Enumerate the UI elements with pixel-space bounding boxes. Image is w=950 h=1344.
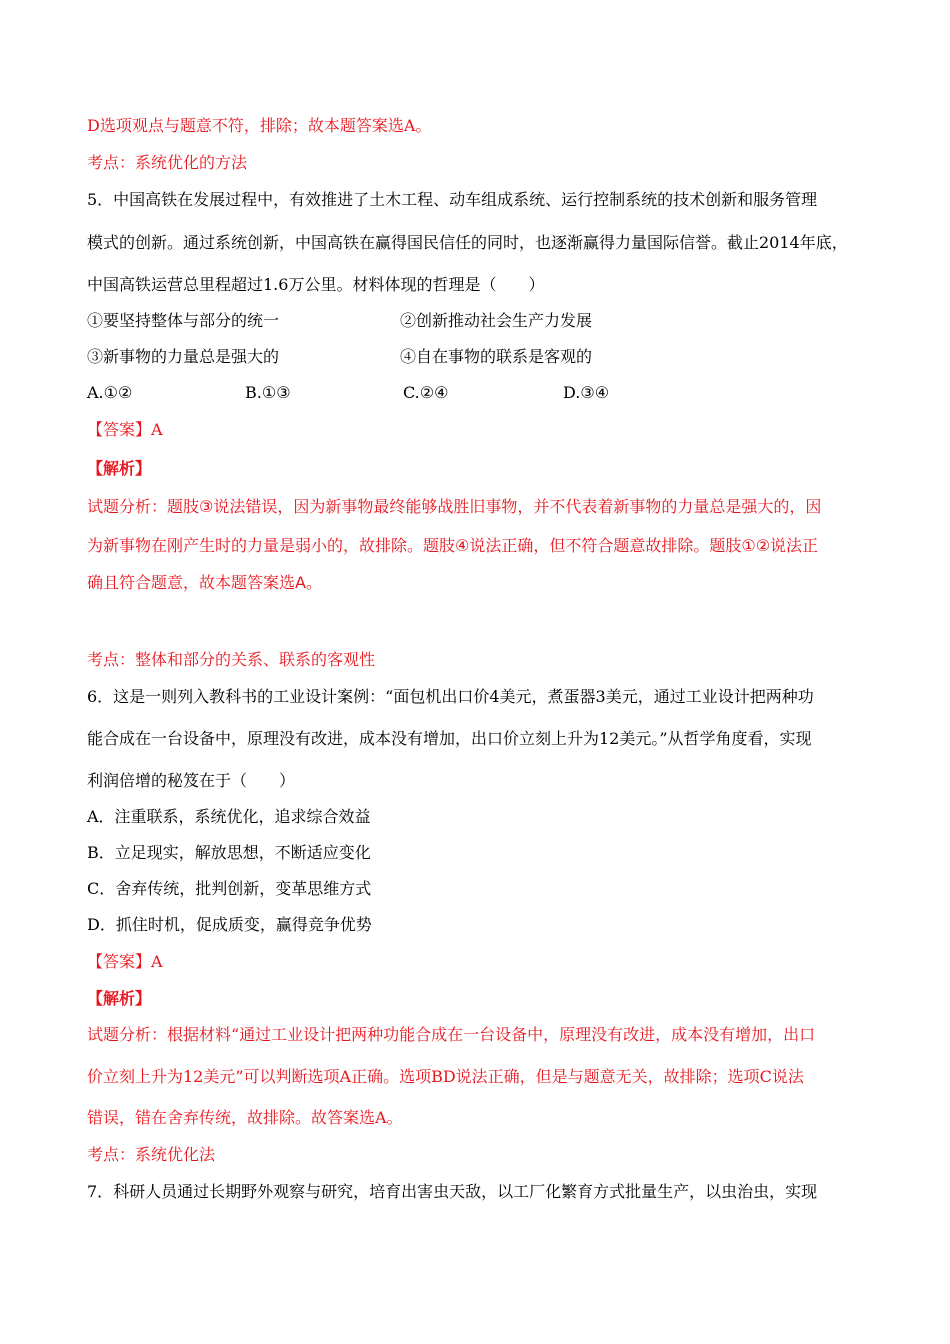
q6-analysis-line-1: 试题分析：根据材料“通过工业设计把两种功能合成在一台设备中，原理没有改进，成本没有增加，出口 — [87, 1025, 816, 1044]
q6-answer: 【答案】A — [87, 952, 163, 971]
q5-item-row-2 — [87, 347, 847, 367]
q5-item-2: ②创新推动社会生产力发展 — [400, 311, 593, 330]
q5-kaodian: 考点：整体和部分的关系、联系的客观性 — [87, 650, 376, 669]
q6-option-c: C．舍弃传统，批判创新，变革思维方式 — [87, 879, 372, 898]
q6-stem-line-2: 能合成在一台设备中，原理没有改进，成本没有增加，出口价立刻上升为12美元。”从哲学角度看，实现 — [87, 729, 812, 748]
q4-tail-line: D选项观点与题意不符，排除；故本题答案选A。 — [87, 116, 432, 135]
q5-options-row — [87, 383, 847, 403]
q6-option-d: D．抓住时机，促成质变，赢得竞争优势 — [87, 915, 372, 934]
q5-option-c: C.②④ — [403, 383, 449, 402]
q6-kaodian: 考点：系统优化法 — [87, 1145, 216, 1164]
q5-stem-line-2: 模式的创新。通过系统创新，中国高铁在赢得国民信任的同时，也逐渐赢得力量国际信誉。截止2014年底， — [87, 233, 848, 252]
q6-option-a: A．注重联系，系统优化，追求综合效益 — [87, 807, 371, 826]
q6-analysis-line-3: 错误，错在舍弃传统，故排除。故答案选A。 — [87, 1108, 403, 1127]
q6-stem-line-1: 6．这是一则列入教科书的工业设计案例：“面包机出口价4美元，煮蛋器3美元，通过工业设计把两种功 — [87, 687, 814, 706]
q6-stem-line-3: 利润倍增的秘笈在于（ ） — [87, 771, 296, 790]
q5-option-d: D.③④ — [563, 383, 610, 402]
q5-analysis-line-3: 确且符合题意，故本题答案选A。 — [87, 573, 322, 592]
q5-option-a: A.①② — [87, 383, 133, 402]
q5-item-3: ③新事物的力量总是强大的 — [87, 347, 280, 366]
q5-stem-line-1: 5．中国高铁在发展过程中，有效推进了土木工程、动车组成系统、运行控制系统的技术创新和服务管理 — [87, 190, 818, 209]
q6-analysis-title: 【解析】 — [87, 989, 152, 1008]
q5-analysis-line-1: 试题分析：题肢③说法错误，因为新事物最终能够战胜旧事物，并不代表着新事物的力量总是强大的，因 — [87, 497, 822, 516]
q5-analysis-line-2: 为新事物在刚产生时的力量是弱小的，故排除。题肢④说法正确，但不符合题意故排除。题肢①②说法正 — [87, 536, 819, 555]
q6-analysis-line-2: 价立刻上升为12美元”可以判断选项A正确。选项BD说法正确，但是与题意无关，故排除；选项C说法 — [87, 1067, 804, 1086]
q6-option-b: B．立足现实，解放思想，不断适应变化 — [87, 843, 371, 862]
q5-item-4: ④自在事物的联系是客观的 — [400, 347, 593, 366]
q5-answer: 【答案】A — [87, 420, 163, 439]
q5-analysis-title: 【解析】 — [87, 459, 152, 478]
q5-stem-line-3: 中国高铁运营总里程超过1.6万公里。材料体现的哲理是（ ） — [87, 275, 545, 294]
q7-stem-line-1: 7．科研人员通过长期野外观察与研究，培育出害虫天敌，以工厂化繁育方式批量生产，以虫治虫，实现 — [87, 1182, 818, 1201]
q5-item-1: ①要坚持整体与部分的统一 — [87, 311, 280, 330]
q5-item-row-1 — [87, 311, 847, 331]
q4-kaodian: 考点：系统优化的方法 — [87, 153, 248, 172]
q5-option-b: B.①③ — [245, 383, 291, 402]
